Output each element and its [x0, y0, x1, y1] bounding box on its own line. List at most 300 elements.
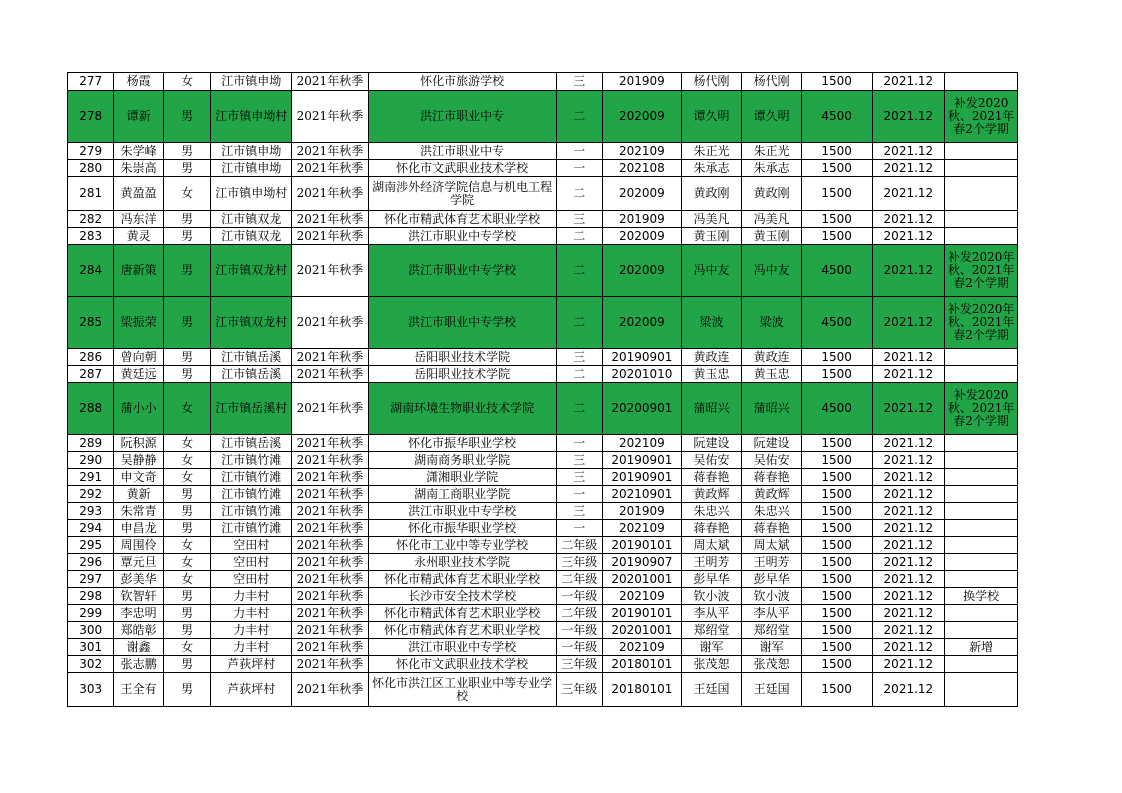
cell-village: 江市镇竹滩	[211, 486, 292, 503]
cell-term: 2021年秋季	[292, 588, 369, 605]
table-row	[68, 503, 1018, 520]
cell-village: 力丰村	[211, 588, 292, 605]
cell-school: 洪江市职业中专学校	[368, 639, 556, 656]
cell-entry: 20200901	[603, 383, 682, 435]
cell-name: 申文奇	[114, 469, 163, 486]
cell-sex: 女	[163, 554, 210, 571]
cell-no: 282	[68, 211, 114, 228]
cell-grade: 三	[556, 349, 602, 366]
cell-guardian: 郑绍堂	[681, 622, 742, 639]
cell-entry: 201909	[603, 503, 682, 520]
cell-date: 2021.12	[872, 211, 945, 228]
cell-term: 2021年秋季	[292, 520, 369, 537]
cell-guardian: 谭久明	[681, 91, 742, 143]
cell-date: 2021.12	[872, 469, 945, 486]
cell-term: 2021年秋季	[292, 673, 369, 707]
cell-entry: 202009	[603, 228, 682, 245]
cell-date: 2021.12	[872, 588, 945, 605]
cell-note	[945, 605, 1018, 622]
cell-note	[945, 537, 1018, 554]
cell-no: 283	[68, 228, 114, 245]
cell-guardian: 朱忠兴	[681, 503, 742, 520]
cell-guardian: 梁波	[681, 297, 742, 349]
cell-no: 289	[68, 435, 114, 452]
cell-sex: 男	[163, 656, 210, 673]
cell-grade: 三年级	[556, 554, 602, 571]
cell-village: 江市镇双龙村	[211, 245, 292, 297]
cell-term: 2021年秋季	[292, 435, 369, 452]
cell-grade: 二	[556, 383, 602, 435]
cell-payee: 谭久明	[742, 91, 802, 143]
cell-village: 江市镇竹滩	[211, 452, 292, 469]
cell-term: 2021年秋季	[292, 160, 369, 177]
cell-school: 永州职业技术学院	[368, 554, 556, 571]
cell-name: 周围伶	[114, 537, 163, 554]
cell-amount: 1500	[801, 605, 872, 622]
table-row	[68, 452, 1018, 469]
cell-name: 朱常青	[114, 503, 163, 520]
cell-payee: 彭早华	[742, 571, 802, 588]
cell-amount: 1500	[801, 211, 872, 228]
cell-note	[945, 503, 1018, 520]
cell-date: 2021.12	[872, 554, 945, 571]
cell-date: 2021.12	[872, 160, 945, 177]
cell-note	[945, 656, 1018, 673]
cell-guardian: 黄政辉	[681, 486, 742, 503]
cell-sex: 女	[163, 177, 210, 211]
cell-date: 2021.12	[872, 520, 945, 537]
cell-note: 补发2020秋、2021年春2个学期	[945, 91, 1018, 143]
cell-grade: 一	[556, 160, 602, 177]
cell-term: 2021年秋季	[292, 639, 369, 656]
cell-no: 296	[68, 554, 114, 571]
cell-date: 2021.12	[872, 297, 945, 349]
cell-entry: 20190907	[603, 554, 682, 571]
cell-date: 2021.12	[872, 503, 945, 520]
cell-entry: 20190901	[603, 469, 682, 486]
cell-note	[945, 211, 1018, 228]
cell-grade: 二	[556, 177, 602, 211]
cell-sex: 男	[163, 297, 210, 349]
cell-amount: 1500	[801, 520, 872, 537]
cell-date: 2021.12	[872, 486, 945, 503]
cell-grade: 一	[556, 435, 602, 452]
cell-village: 江市镇双龙	[211, 211, 292, 228]
cell-no: 288	[68, 383, 114, 435]
cell-term: 2021年秋季	[292, 177, 369, 211]
cell-no: 279	[68, 143, 114, 160]
cell-grade: 一年级	[556, 639, 602, 656]
cell-name: 黄盈盈	[114, 177, 163, 211]
cell-guardian: 杨代刚	[681, 73, 742, 91]
cell-guardian: 冯中友	[681, 245, 742, 297]
cell-guardian: 李从平	[681, 605, 742, 622]
cell-sex: 男	[163, 228, 210, 245]
table-row	[68, 349, 1018, 366]
cell-note	[945, 571, 1018, 588]
cell-guardian: 黄玉刚	[681, 228, 742, 245]
cell-entry: 20190901	[603, 452, 682, 469]
cell-entry: 20201001	[603, 622, 682, 639]
cell-term: 2021年秋季	[292, 571, 369, 588]
cell-school: 湖南商务职业学院	[368, 452, 556, 469]
cell-date: 2021.12	[872, 177, 945, 211]
cell-amount: 1500	[801, 73, 872, 91]
cell-note	[945, 160, 1018, 177]
cell-name: 杨霞	[114, 73, 163, 91]
cell-guardian: 王明芳	[681, 554, 742, 571]
cell-payee: 杨代刚	[742, 73, 802, 91]
cell-date: 2021.12	[872, 143, 945, 160]
cell-school: 怀化市振华职业学校	[368, 435, 556, 452]
cell-note	[945, 435, 1018, 452]
cell-village: 空田村	[211, 554, 292, 571]
cell-name: 唐新策	[114, 245, 163, 297]
table-row	[68, 469, 1018, 486]
cell-entry: 20190101	[603, 537, 682, 554]
cell-payee: 郑绍堂	[742, 622, 802, 639]
cell-school: 洪江市职业中专	[368, 91, 556, 143]
cell-name: 覃元旦	[114, 554, 163, 571]
table-row	[68, 160, 1018, 177]
cell-amount: 1500	[801, 639, 872, 656]
table-row	[68, 622, 1018, 639]
cell-amount: 1500	[801, 349, 872, 366]
cell-sex: 男	[163, 143, 210, 160]
cell-sex: 男	[163, 673, 210, 707]
cell-payee: 吴佑安	[742, 452, 802, 469]
cell-entry: 202009	[603, 177, 682, 211]
cell-school: 洪江市职业中专学校	[368, 503, 556, 520]
cell-entry: 20180101	[603, 656, 682, 673]
cell-no: 285	[68, 297, 114, 349]
cell-sex: 男	[163, 520, 210, 537]
cell-village: 江市镇岳溪	[211, 349, 292, 366]
cell-no: 293	[68, 503, 114, 520]
table-row	[68, 656, 1018, 673]
cell-sex: 女	[163, 73, 210, 91]
cell-entry: 202109	[603, 435, 682, 452]
cell-sex: 女	[163, 383, 210, 435]
cell-payee: 阮建设	[742, 435, 802, 452]
cell-payee: 黄政连	[742, 349, 802, 366]
cell-sex: 男	[163, 622, 210, 639]
cell-date: 2021.12	[872, 349, 945, 366]
cell-name: 朱学峰	[114, 143, 163, 160]
cell-name: 黄灵	[114, 228, 163, 245]
cell-no: 299	[68, 605, 114, 622]
cell-note: 换学校	[945, 588, 1018, 605]
table-row	[68, 297, 1018, 349]
cell-sex: 女	[163, 537, 210, 554]
cell-note	[945, 349, 1018, 366]
cell-entry: 20190901	[603, 349, 682, 366]
cell-payee: 张茂恕	[742, 656, 802, 673]
cell-payee: 谢军	[742, 639, 802, 656]
cell-grade: 一	[556, 520, 602, 537]
cell-term: 2021年秋季	[292, 91, 369, 143]
cell-village: 芦荻坪村	[211, 673, 292, 707]
cell-no: 292	[68, 486, 114, 503]
cell-date: 2021.12	[872, 656, 945, 673]
cell-village: 力丰村	[211, 639, 292, 656]
cell-no: 277	[68, 73, 114, 91]
cell-payee: 蒋春艳	[742, 520, 802, 537]
cell-term: 2021年秋季	[292, 366, 369, 383]
cell-amount: 4500	[801, 383, 872, 435]
cell-term: 2021年秋季	[292, 228, 369, 245]
cell-school: 怀化市精武体育艺术职业学校	[368, 605, 556, 622]
cell-amount: 4500	[801, 297, 872, 349]
cell-entry: 202009	[603, 91, 682, 143]
cell-school: 怀化市旅游学校	[368, 73, 556, 91]
cell-school: 怀化市精武体育艺术职业学校	[368, 622, 556, 639]
cell-no: 291	[68, 469, 114, 486]
cell-sex: 女	[163, 639, 210, 656]
cell-no: 281	[68, 177, 114, 211]
cell-date: 2021.12	[872, 435, 945, 452]
cell-payee: 蒲昭兴	[742, 383, 802, 435]
cell-school: 洪江市职业中专学校	[368, 297, 556, 349]
cell-grade: 三	[556, 469, 602, 486]
cell-date: 2021.12	[872, 91, 945, 143]
cell-school: 岳阳职业技术学院	[368, 366, 556, 383]
cell-grade: 二	[556, 366, 602, 383]
cell-guardian: 谢军	[681, 639, 742, 656]
cell-name: 申昌龙	[114, 520, 163, 537]
cell-payee: 梁波	[742, 297, 802, 349]
cell-amount: 1500	[801, 503, 872, 520]
cell-payee: 蒋春艳	[742, 469, 802, 486]
cell-date: 2021.12	[872, 673, 945, 707]
cell-name: 彭美华	[114, 571, 163, 588]
cell-grade: 一年级	[556, 588, 602, 605]
cell-name: 阮积源	[114, 435, 163, 452]
table-row	[68, 673, 1018, 707]
cell-name: 吴静静	[114, 452, 163, 469]
cell-amount: 1500	[801, 656, 872, 673]
cell-amount: 1500	[801, 177, 872, 211]
cell-grade: 一	[556, 143, 602, 160]
cell-term: 2021年秋季	[292, 469, 369, 486]
cell-payee: 黄政辉	[742, 486, 802, 503]
cell-guardian: 黄政刚	[681, 177, 742, 211]
cell-grade: 三	[556, 73, 602, 91]
table-row	[68, 571, 1018, 588]
cell-sex: 男	[163, 486, 210, 503]
cell-entry: 202009	[603, 297, 682, 349]
cell-amount: 1500	[801, 435, 872, 452]
cell-term: 2021年秋季	[292, 211, 369, 228]
cell-entry: 202108	[603, 160, 682, 177]
cell-name: 李忠明	[114, 605, 163, 622]
cell-term: 2021年秋季	[292, 537, 369, 554]
cell-term: 2021年秋季	[292, 245, 369, 297]
cell-note: 新增	[945, 639, 1018, 656]
cell-term: 2021年秋季	[292, 297, 369, 349]
cell-name: 王全有	[114, 673, 163, 707]
cell-date: 2021.12	[872, 228, 945, 245]
cell-entry: 202109	[603, 639, 682, 656]
cell-village: 江市镇申坳	[211, 143, 292, 160]
cell-date: 2021.12	[872, 366, 945, 383]
cell-payee: 黄玉刚	[742, 228, 802, 245]
cell-sex: 男	[163, 211, 210, 228]
cell-entry: 202109	[603, 143, 682, 160]
cell-village: 江市镇申坳村	[211, 177, 292, 211]
cell-payee: 黄玉忠	[742, 366, 802, 383]
cell-name: 黄廷远	[114, 366, 163, 383]
cell-guardian: 蒲昭兴	[681, 383, 742, 435]
cell-no: 300	[68, 622, 114, 639]
cell-sex: 女	[163, 435, 210, 452]
cell-guardian: 蒋春艳	[681, 469, 742, 486]
cell-no: 295	[68, 537, 114, 554]
table-row	[68, 588, 1018, 605]
cell-note	[945, 469, 1018, 486]
cell-guardian: 冯美凡	[681, 211, 742, 228]
cell-grade: 三年级	[556, 673, 602, 707]
cell-guardian: 蒋春艳	[681, 520, 742, 537]
cell-term: 2021年秋季	[292, 622, 369, 639]
cell-grade: 二	[556, 228, 602, 245]
cell-no: 302	[68, 656, 114, 673]
cell-school: 洪江市职业中专学校	[368, 228, 556, 245]
cell-entry: 202009	[603, 245, 682, 297]
cell-village: 江市镇申坳	[211, 73, 292, 91]
cell-sex: 男	[163, 503, 210, 520]
table-row	[68, 245, 1018, 297]
cell-note	[945, 366, 1018, 383]
cell-amount: 1500	[801, 143, 872, 160]
cell-amount: 1500	[801, 554, 872, 571]
cell-term: 2021年秋季	[292, 503, 369, 520]
cell-term: 2021年秋季	[292, 656, 369, 673]
cell-village: 江市镇竹滩	[211, 520, 292, 537]
cell-term: 2021年秋季	[292, 605, 369, 622]
cell-note	[945, 452, 1018, 469]
cell-date: 2021.12	[872, 622, 945, 639]
cell-entry: 201909	[603, 211, 682, 228]
cell-guardian: 周太斌	[681, 537, 742, 554]
cell-note	[945, 486, 1018, 503]
cell-note	[945, 228, 1018, 245]
cell-village: 芦荻坪村	[211, 656, 292, 673]
cell-amount: 1500	[801, 452, 872, 469]
cell-school: 潇湘职业学院	[368, 469, 556, 486]
table-row	[68, 91, 1018, 143]
cell-no: 301	[68, 639, 114, 656]
cell-no: 280	[68, 160, 114, 177]
cell-entry: 201909	[603, 73, 682, 91]
cell-no: 284	[68, 245, 114, 297]
cell-term: 2021年秋季	[292, 73, 369, 91]
cell-school: 怀化市振华职业学校	[368, 520, 556, 537]
cell-amount: 4500	[801, 91, 872, 143]
cell-name: 冯东洋	[114, 211, 163, 228]
cell-school: 怀化市文武职业技术学校	[368, 656, 556, 673]
cell-grade: 三	[556, 503, 602, 520]
subsidy-table	[67, 72, 1018, 707]
cell-note	[945, 143, 1018, 160]
cell-entry: 20190101	[603, 605, 682, 622]
cell-grade: 三	[556, 452, 602, 469]
cell-school: 湖南环境生物职业技术学院	[368, 383, 556, 435]
cell-grade: 二	[556, 297, 602, 349]
cell-village: 江市镇申坳村	[211, 91, 292, 143]
cell-note	[945, 622, 1018, 639]
table-row	[68, 73, 1018, 91]
cell-payee: 王廷国	[742, 673, 802, 707]
cell-village: 江市镇申坳	[211, 160, 292, 177]
cell-grade: 二年级	[556, 605, 602, 622]
cell-date: 2021.12	[872, 639, 945, 656]
cell-school: 怀化市精武体育艺术职业学校	[368, 571, 556, 588]
cell-name: 蒲小小	[114, 383, 163, 435]
cell-payee: 冯美凡	[742, 211, 802, 228]
cell-entry: 202109	[603, 588, 682, 605]
table-row	[68, 554, 1018, 571]
cell-village: 力丰村	[211, 605, 292, 622]
cell-guardian: 朱正光	[681, 143, 742, 160]
cell-no: 303	[68, 673, 114, 707]
cell-no: 297	[68, 571, 114, 588]
cell-village: 力丰村	[211, 622, 292, 639]
cell-grade: 一年级	[556, 622, 602, 639]
cell-entry: 20180101	[603, 673, 682, 707]
cell-amount: 1500	[801, 228, 872, 245]
cell-guardian: 黄玉忠	[681, 366, 742, 383]
cell-name: 梁振荣	[114, 297, 163, 349]
cell-no: 287	[68, 366, 114, 383]
cell-payee: 钦小波	[742, 588, 802, 605]
cell-note: 补发2020秋、2021年春2个学期	[945, 383, 1018, 435]
cell-sex: 男	[163, 588, 210, 605]
cell-note: 补发2020年秋、2021年春2个学期	[945, 245, 1018, 297]
cell-guardian: 彭早华	[681, 571, 742, 588]
cell-name: 谢鑫	[114, 639, 163, 656]
cell-name: 谭新	[114, 91, 163, 143]
table-row	[68, 486, 1018, 503]
cell-guardian: 阮建设	[681, 435, 742, 452]
cell-note	[945, 73, 1018, 91]
table-row	[68, 177, 1018, 211]
cell-grade: 二	[556, 245, 602, 297]
cell-term: 2021年秋季	[292, 452, 369, 469]
cell-no: 294	[68, 520, 114, 537]
cell-sex: 女	[163, 571, 210, 588]
table-row	[68, 211, 1018, 228]
cell-grade: 二年级	[556, 537, 602, 554]
table-row	[68, 383, 1018, 435]
cell-note	[945, 554, 1018, 571]
cell-village: 江市镇岳溪	[211, 366, 292, 383]
cell-date: 2021.12	[872, 571, 945, 588]
cell-guardian: 张茂恕	[681, 656, 742, 673]
cell-date: 2021.12	[872, 452, 945, 469]
cell-sex: 女	[163, 452, 210, 469]
cell-no: 290	[68, 452, 114, 469]
cell-school: 长沙市安全技术学校	[368, 588, 556, 605]
cell-entry: 20201010	[603, 366, 682, 383]
cell-school: 湖南工商职业学院	[368, 486, 556, 503]
cell-payee: 李从平	[742, 605, 802, 622]
table-row	[68, 228, 1018, 245]
table-row	[68, 537, 1018, 554]
cell-payee: 朱忠兴	[742, 503, 802, 520]
cell-guardian: 黄政连	[681, 349, 742, 366]
cell-amount: 4500	[801, 245, 872, 297]
